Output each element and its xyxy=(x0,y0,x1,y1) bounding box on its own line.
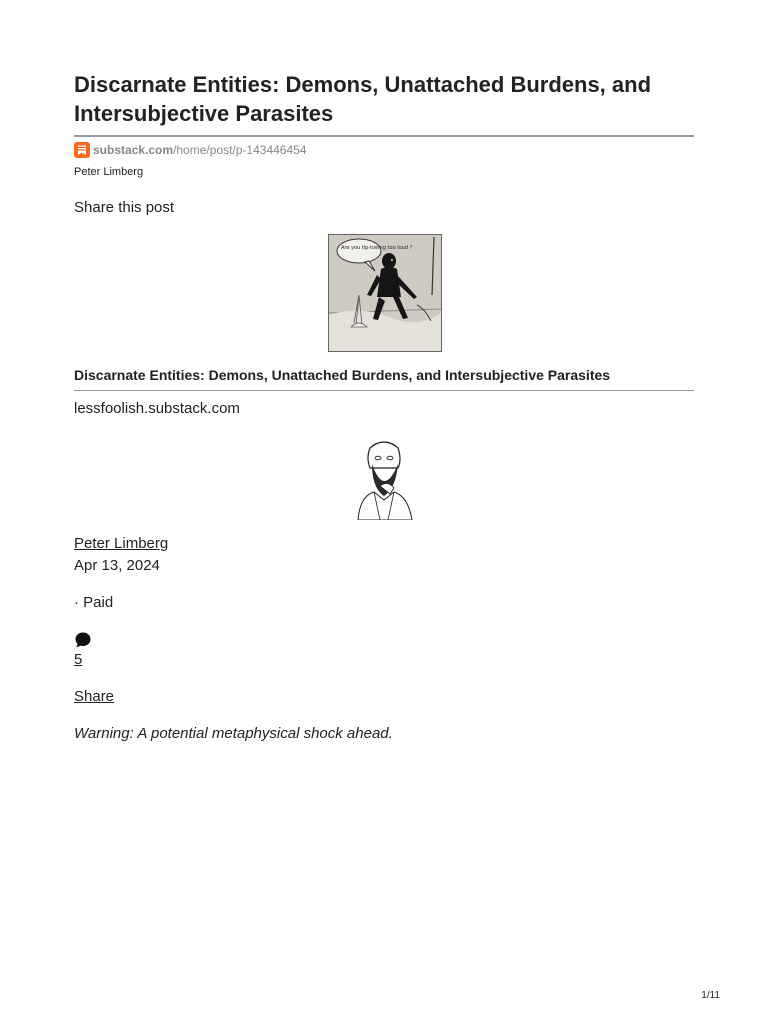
warning-text: Warning: A potential metaphysical shock ahead. xyxy=(74,725,393,742)
author-avatar[interactable] xyxy=(344,434,424,520)
substack-logo-icon xyxy=(74,142,90,158)
embed-title[interactable]: Discarnate Entities: Demons, Unattached Burdens, and Intersubjective Parasites xyxy=(74,367,611,383)
author-link[interactable]: Peter Limberg xyxy=(74,535,169,552)
post-date: Apr 13, 2024 xyxy=(74,557,160,574)
speech-bubble-icon[interactable] xyxy=(74,631,92,649)
share-link[interactable]: Share xyxy=(74,688,115,705)
article-title: Discarnate Entities: Demons, Unattached Burdens, and Intersubjective Parasites xyxy=(74,72,652,126)
hero-speech-text: Are you tip-toeing too loud ? xyxy=(341,245,413,251)
source-path[interactable]: /home/post/p-143446454 xyxy=(173,143,307,157)
paid-label: · Paid xyxy=(74,594,114,611)
hero-illustration[interactable] xyxy=(328,234,442,352)
share-this-post-label[interactable]: Share this post xyxy=(74,199,175,216)
author-byline: Peter Limberg xyxy=(74,166,144,178)
embed-domain[interactable]: lessfoolish.substack.com xyxy=(74,400,240,417)
page-number: 1/11 xyxy=(701,990,720,1001)
source-line[interactable] xyxy=(74,141,306,159)
embed-divider xyxy=(74,390,694,391)
comment-count-link[interactable]: 5 xyxy=(74,651,83,668)
title-divider xyxy=(74,135,694,137)
source-domain[interactable]: substack.com xyxy=(93,143,174,157)
